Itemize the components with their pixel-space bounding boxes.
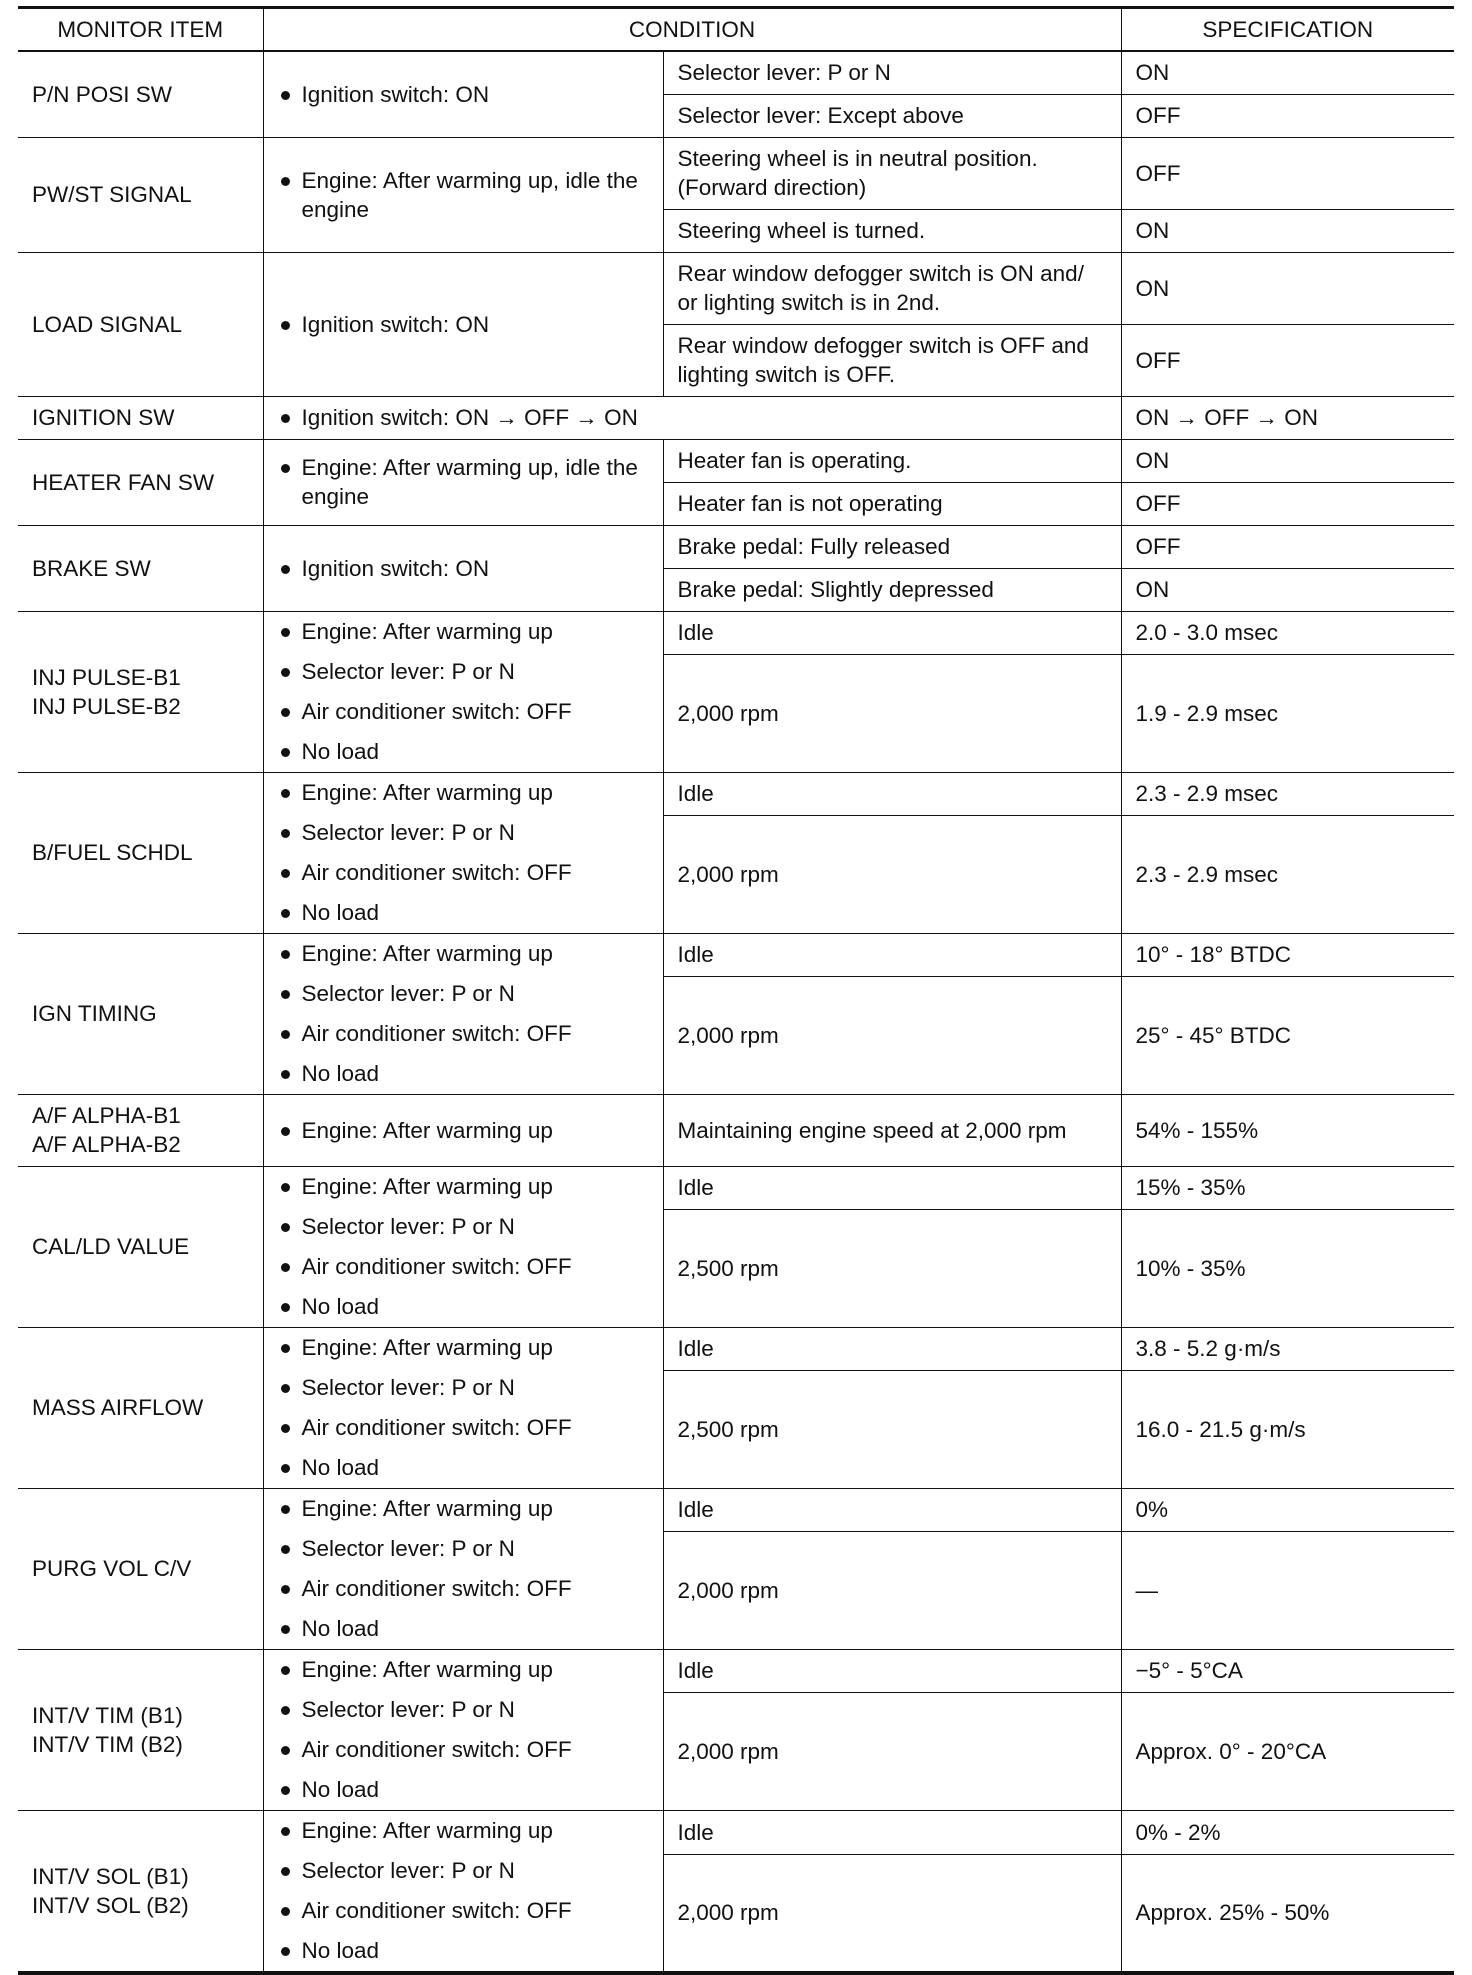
condition-cell [263,439,663,525]
condition-bullet: Air conditioner switch: OFF [278,1014,649,1054]
spec-value: — [1121,1532,1454,1649]
sub-condition: Idle [663,1166,1121,1210]
table-row [18,933,1454,977]
sub-condition: 2,000 rpm [663,816,1121,933]
condition-bullet: Engine: After warming up [278,934,649,974]
header-row [18,8,1454,52]
table-row [18,611,1454,655]
sub-condition: 2,000 rpm [663,1854,1121,1972]
header-condition: CONDITION [263,8,1121,52]
condition-cell [263,1810,663,1973]
monitor-item: INJ PULSE-B1 INJ PULSE-B2 [18,611,263,772]
monitor-item: INT/V SOL (B1) INT/V SOL (B2) [18,1810,263,1973]
spec-value: 25° - 45° BTDC [1121,977,1454,1094]
sub-condition: 2,500 rpm [663,1371,1121,1488]
condition-cell [263,396,1121,439]
condition-bullet: Air conditioner switch: OFF [278,1408,649,1448]
spec-value: ON [1121,209,1454,252]
spec-value: 3.8 - 5.2 g·m/s [1121,1327,1454,1371]
sub-condition: Selector lever: P or N [663,51,1121,94]
spec-value: 0% [1121,1488,1454,1532]
table-row [18,1327,1454,1371]
sub-condition: Idle [663,611,1121,655]
spec-value: 1.9 - 2.9 msec [1121,655,1454,772]
sub-condition: Heater fan is operating. [663,439,1121,482]
sub-condition: Idle [663,933,1121,977]
sub-condition: Idle [663,1327,1121,1371]
table-row [18,1166,1454,1210]
table-row [18,396,1454,439]
table-row [18,137,1454,209]
condition-bullet: Engine: After warming up, idle the engine [278,453,649,511]
spec-value: −5° - 5°CA [1121,1649,1454,1693]
table-row [18,1488,1454,1532]
condition-bullet: Air conditioner switch: OFF [278,1730,649,1770]
sub-condition: Selector lever: Except above [663,94,1121,137]
sub-condition: Rear window defogger switch is OFF and lighting switch is OFF. [663,324,1121,396]
monitor-item: BRAKE SW [18,525,263,611]
sub-condition: Maintaining engine speed at 2,000 rpm [663,1094,1121,1166]
monitor-item: MASS AIRFLOW [18,1327,263,1488]
condition-bullet: No load [278,732,649,772]
condition-bullet: Air conditioner switch: OFF [278,692,649,732]
spec-value: 16.0 - 21.5 g·m/s [1121,1371,1454,1488]
monitor-item: HEATER FAN SW [18,439,263,525]
sub-condition: Steering wheel is turned. [663,209,1121,252]
sub-condition: 2,500 rpm [663,1210,1121,1327]
monitor-item: P/N POSI SW [18,51,263,137]
condition-bullet: No load [278,1609,649,1649]
table-row [18,772,1454,816]
condition-bullet: Selector lever: P or N [278,1690,649,1730]
monitor-item: PURG VOL C/V [18,1488,263,1649]
condition-bullet: Engine: After warming up [278,1328,649,1368]
sub-condition: 2,000 rpm [663,655,1121,772]
sub-condition: Rear window defogger switch is ON and/ or lighting switch is in 2nd. [663,252,1121,324]
sub-condition: Brake pedal: Slightly depressed [663,568,1121,611]
condition-bullet: No load [278,1287,649,1327]
spec-value: OFF [1121,525,1454,568]
table-row [18,439,1454,482]
condition-bullet: Selector lever: P or N [278,813,649,853]
spec-value: 10% - 35% [1121,1210,1454,1327]
sub-condition: Idle [663,772,1121,816]
spec-value: ON [1121,51,1454,94]
condition-bullet: Engine: After warming up [278,1167,649,1207]
condition-bullet: Engine: After warming up [278,1811,649,1851]
condition-bullet: Selector lever: P or N [278,974,649,1014]
condition-bullet: Air conditioner switch: OFF [278,1569,649,1609]
table-row [18,252,1454,324]
condition-cell [263,933,663,1094]
spec-value: 2.3 - 2.9 msec [1121,816,1454,933]
condition-bullet: Air conditioner switch: OFF [278,1247,649,1287]
spec-value: 0% - 2% [1121,1810,1454,1854]
condition-bullet: Air conditioner switch: OFF [278,853,649,893]
monitor-item: B/FUEL SCHDL [18,772,263,933]
monitor-item: A/F ALPHA-B1 A/F ALPHA-B2 [18,1094,263,1166]
spec-value: Approx. 25% - 50% [1121,1854,1454,1972]
spec-value: 15% - 35% [1121,1166,1454,1210]
condition-cell [263,137,663,252]
condition-cell [263,611,663,772]
condition-cell [263,1649,663,1810]
condition-bullet: Ignition switch: ON [278,80,649,109]
sub-condition: 2,000 rpm [663,1693,1121,1810]
monitor-item: CAL/LD VALUE [18,1166,263,1327]
monitor-spec-table [18,6,1454,1975]
condition-cell [263,1488,663,1649]
spec-value: ON [1121,568,1454,611]
spec-value: Approx. 0° - 20°CA [1121,1693,1454,1810]
monitor-item: IGNITION SW [18,396,263,439]
condition-bullet: Selector lever: P or N [278,1529,649,1569]
table-row [18,1649,1454,1693]
condition-bullet: No load [278,1770,649,1810]
condition-bullet: Ignition switch: ON [278,310,649,339]
condition-bullet: Engine: After warming up [278,1116,649,1145]
condition-bullet: Engine: After warming up, idle the engine [278,166,649,224]
condition-bullet: No load [278,893,649,933]
condition-bullet: Ignition switch: ON [278,554,649,583]
table-row [18,51,1454,94]
condition-bullet: No load [278,1054,649,1094]
header-specification: SPECIFICATION [1121,8,1454,52]
sub-condition: Idle [663,1810,1121,1854]
condition-cell [263,1166,663,1327]
condition-bullet: Selector lever: P or N [278,1207,649,1247]
condition-cell [263,51,663,137]
spec-value: 2.0 - 3.0 msec [1121,611,1454,655]
condition-bullet: No load [278,1448,649,1488]
spec-value: 54% - 155% [1121,1094,1454,1166]
condition-cell [263,772,663,933]
table-row [18,1810,1454,1854]
condition-bullet: Engine: After warming up [278,1489,649,1529]
spec-value: 10° - 18° BTDC [1121,933,1454,977]
spec-value: OFF [1121,482,1454,525]
condition-cell [263,1094,663,1166]
spec-value: ON [1121,252,1454,324]
monitor-item: PW/ST SIGNAL [18,137,263,252]
condition-cell [263,1327,663,1488]
condition-bullet: Ignition switch: ON → OFF → ON [278,403,1107,432]
condition-bullet: Air conditioner switch: OFF [278,1891,649,1931]
monitor-item: LOAD SIGNAL [18,252,263,396]
page [18,6,1454,1975]
sub-condition: 2,000 rpm [663,1532,1121,1649]
condition-bullet: Selector lever: P or N [278,1368,649,1408]
condition-bullet: Engine: After warming up [278,773,649,813]
monitor-item: IGN TIMING [18,933,263,1094]
condition-bullet: Selector lever: P or N [278,1851,649,1891]
condition-cell [263,252,663,396]
sub-condition: Idle [663,1488,1121,1532]
condition-bullet: No load [278,1931,649,1971]
sub-condition: Heater fan is not operating [663,482,1121,525]
header-monitor-item: MONITOR ITEM [18,8,263,52]
table-row [18,525,1454,568]
condition-cell [263,525,663,611]
sub-condition: Steering wheel is in neutral position. (Forward direction) [663,137,1121,209]
spec-value: OFF [1121,94,1454,137]
condition-bullet: Selector lever: P or N [278,652,649,692]
sub-condition: Idle [663,1649,1121,1693]
spec-value: ON → OFF → ON [1121,396,1454,439]
spec-value: 2.3 - 2.9 msec [1121,772,1454,816]
condition-bullet: Engine: After warming up [278,612,649,652]
spec-value: ON [1121,439,1454,482]
sub-condition: Brake pedal: Fully released [663,525,1121,568]
spec-value: OFF [1121,324,1454,396]
condition-bullet: Engine: After warming up [278,1650,649,1690]
spec-value: OFF [1121,137,1454,209]
table-row [18,1094,1454,1166]
sub-condition: 2,000 rpm [663,977,1121,1094]
monitor-item: INT/V TIM (B1) INT/V TIM (B2) [18,1649,263,1810]
